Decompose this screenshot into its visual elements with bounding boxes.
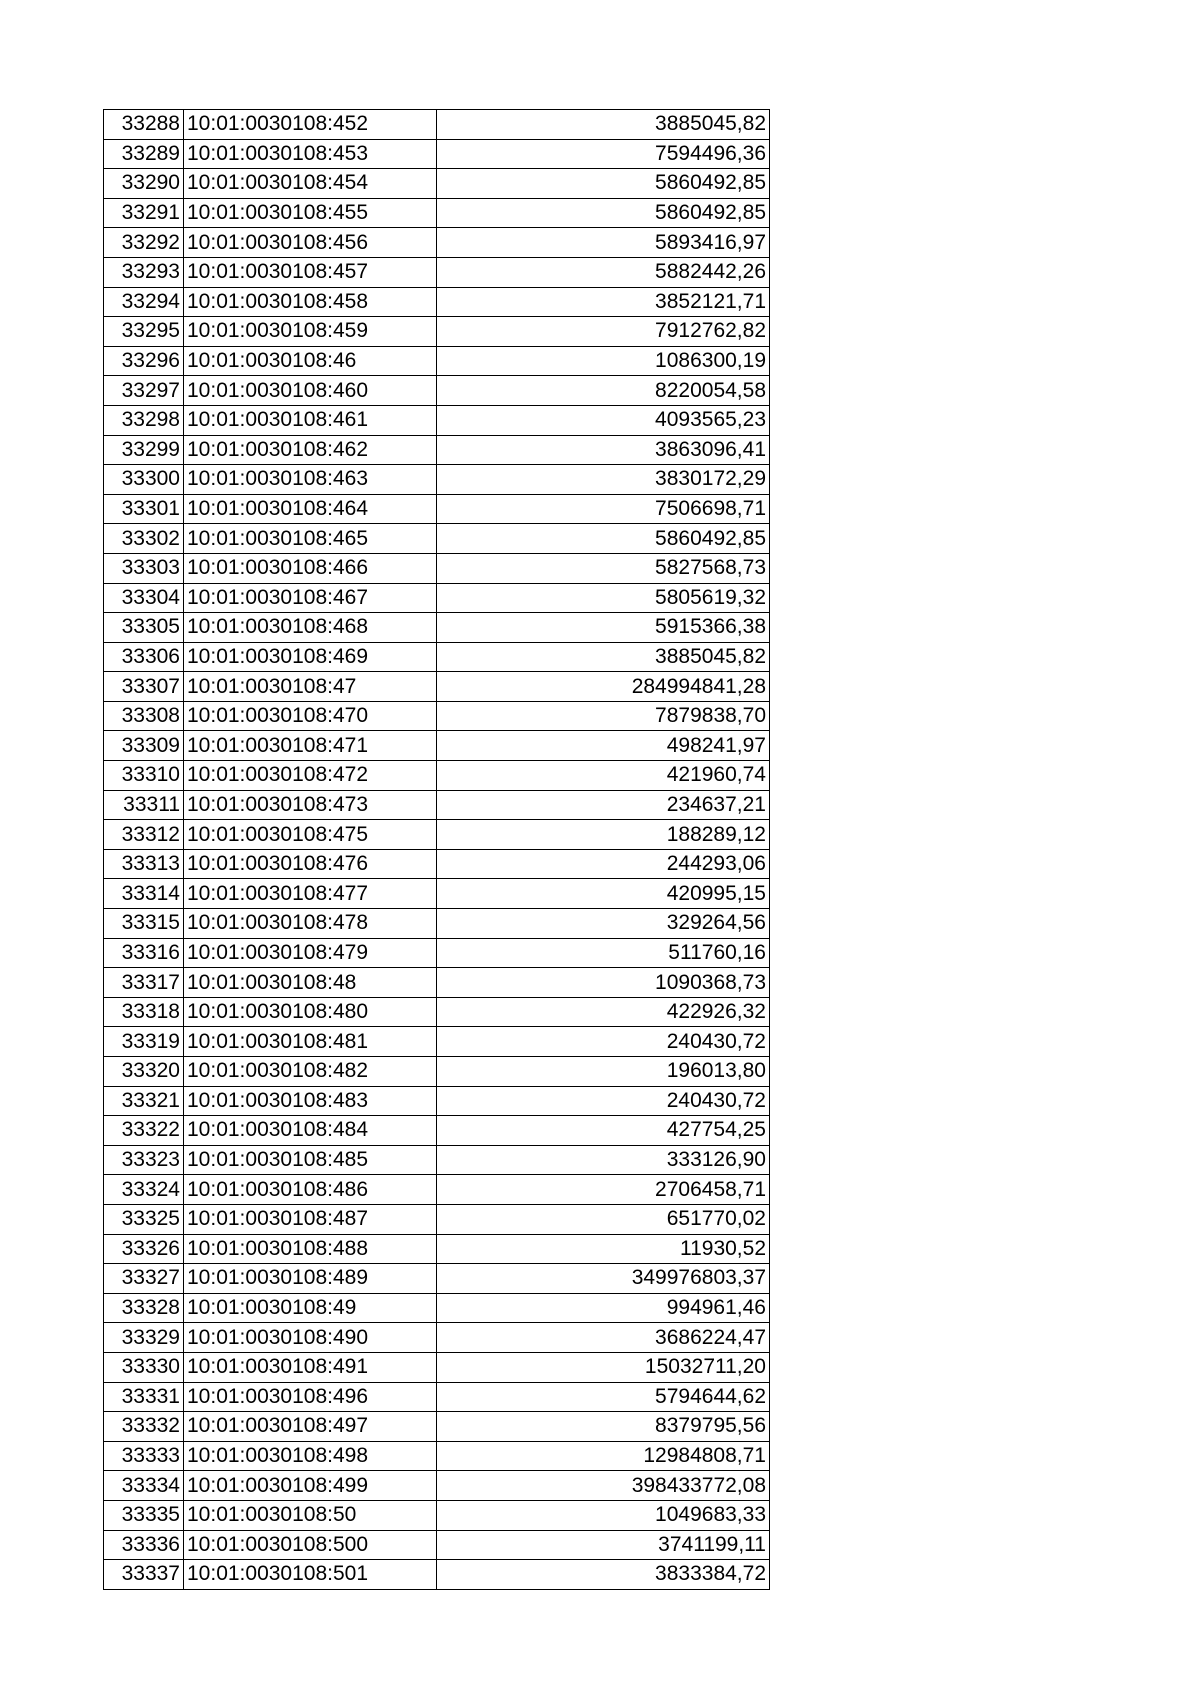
- value-cell: 234637,21: [437, 790, 770, 820]
- row-number-cell: 33305: [104, 613, 184, 643]
- table-row: [104, 494, 770, 524]
- value-cell: 2706458,71: [437, 1175, 770, 1205]
- value-cell: 3686224,47: [437, 1323, 770, 1353]
- value-cell: 11930,52: [437, 1234, 770, 1264]
- row-number-cell: 33319: [104, 1027, 184, 1057]
- row-number-cell: 33314: [104, 879, 184, 909]
- cadastral-number-cell: 10:01:0030108:455: [184, 198, 437, 228]
- value-cell: 5915366,38: [437, 613, 770, 643]
- cadastral-number-cell: 10:01:0030108:483: [184, 1086, 437, 1116]
- row-number-cell: 33293: [104, 257, 184, 287]
- row-number-cell: 33302: [104, 524, 184, 554]
- cadastral-number-cell: 10:01:0030108:49: [184, 1293, 437, 1323]
- cadastral-number-cell: 10:01:0030108:501: [184, 1560, 437, 1590]
- table-row: [104, 701, 770, 731]
- row-number-cell: 33308: [104, 701, 184, 731]
- row-number-cell: 33289: [104, 139, 184, 169]
- cadastral-number-cell: 10:01:0030108:463: [184, 465, 437, 495]
- row-number-cell: 33291: [104, 198, 184, 228]
- table-row: [104, 731, 770, 761]
- row-number-cell: 33327: [104, 1264, 184, 1294]
- row-number-cell: 33296: [104, 346, 184, 376]
- row-number-cell: 33329: [104, 1323, 184, 1353]
- row-number-cell: 33304: [104, 583, 184, 613]
- row-number-cell: 33315: [104, 909, 184, 939]
- cadastral-number-cell: 10:01:0030108:487: [184, 1204, 437, 1234]
- value-cell: 349976803,37: [437, 1264, 770, 1294]
- cadastral-number-cell: 10:01:0030108:481: [184, 1027, 437, 1057]
- cadastral-number-cell: 10:01:0030108:480: [184, 997, 437, 1027]
- value-cell: 12984808,71: [437, 1441, 770, 1471]
- row-number-cell: 33322: [104, 1116, 184, 1146]
- value-cell: 284994841,28: [437, 672, 770, 702]
- row-number-cell: 33321: [104, 1086, 184, 1116]
- value-cell: 5805619,32: [437, 583, 770, 613]
- value-cell: 188289,12: [437, 820, 770, 850]
- value-cell: 5794644,62: [437, 1382, 770, 1412]
- cadastral-number-cell: 10:01:0030108:462: [184, 435, 437, 465]
- table-row: [104, 1027, 770, 1057]
- table-body: [104, 110, 770, 1590]
- cadastral-number-cell: 10:01:0030108:485: [184, 1145, 437, 1175]
- row-number-cell: 33309: [104, 731, 184, 761]
- table-row: [104, 820, 770, 850]
- table-row: [104, 968, 770, 998]
- table-row: [104, 1560, 770, 1590]
- table-row: [104, 287, 770, 317]
- value-cell: 196013,80: [437, 1057, 770, 1087]
- cadastral-number-cell: 10:01:0030108:50: [184, 1500, 437, 1530]
- row-number-cell: 33333: [104, 1441, 184, 1471]
- value-cell: 7912762,82: [437, 317, 770, 347]
- value-cell: 7879838,70: [437, 701, 770, 731]
- table-row: [104, 1323, 770, 1353]
- row-number-cell: 33307: [104, 672, 184, 702]
- value-cell: 5882442,26: [437, 257, 770, 287]
- cadastral-number-cell: 10:01:0030108:477: [184, 879, 437, 909]
- value-cell: 5893416,97: [437, 228, 770, 258]
- row-number-cell: 33332: [104, 1412, 184, 1442]
- row-number-cell: 33337: [104, 1560, 184, 1590]
- value-cell: 240430,72: [437, 1086, 770, 1116]
- table-row: [104, 110, 770, 140]
- cadastral-number-cell: 10:01:0030108:490: [184, 1323, 437, 1353]
- value-cell: 422926,32: [437, 997, 770, 1027]
- cadastral-number-cell: 10:01:0030108:459: [184, 317, 437, 347]
- row-number-cell: 33316: [104, 938, 184, 968]
- table-row: [104, 228, 770, 258]
- value-cell: 5860492,85: [437, 524, 770, 554]
- value-cell: 3885045,82: [437, 110, 770, 140]
- value-cell: 8220054,58: [437, 376, 770, 406]
- value-cell: 3863096,41: [437, 435, 770, 465]
- table-row: [104, 997, 770, 1027]
- table-row: [104, 1204, 770, 1234]
- row-number-cell: 33311: [104, 790, 184, 820]
- document-page: [103, 109, 765, 1590]
- cadastral-number-cell: 10:01:0030108:467: [184, 583, 437, 613]
- row-number-cell: 33298: [104, 405, 184, 435]
- table-row: [104, 1382, 770, 1412]
- value-cell: 8379795,56: [437, 1412, 770, 1442]
- table-row: [104, 1500, 770, 1530]
- cadastral-number-cell: 10:01:0030108:456: [184, 228, 437, 258]
- value-cell: 994961,46: [437, 1293, 770, 1323]
- row-number-cell: 33334: [104, 1471, 184, 1501]
- row-number-cell: 33326: [104, 1234, 184, 1264]
- cadastral-number-cell: 10:01:0030108:469: [184, 642, 437, 672]
- table-row: [104, 938, 770, 968]
- cadastral-number-cell: 10:01:0030108:482: [184, 1057, 437, 1087]
- table-row: [104, 169, 770, 199]
- table-row: [104, 1471, 770, 1501]
- row-number-cell: 33313: [104, 849, 184, 879]
- table-row: [104, 1145, 770, 1175]
- row-number-cell: 33300: [104, 465, 184, 495]
- cadastral-number-cell: 10:01:0030108:457: [184, 257, 437, 287]
- row-number-cell: 33310: [104, 761, 184, 791]
- value-cell: 498241,97: [437, 731, 770, 761]
- cadastral-number-cell: 10:01:0030108:471: [184, 731, 437, 761]
- row-number-cell: 33325: [104, 1204, 184, 1234]
- cadastral-number-cell: 10:01:0030108:478: [184, 909, 437, 939]
- row-number-cell: 33335: [104, 1500, 184, 1530]
- row-number-cell: 33330: [104, 1352, 184, 1382]
- cadastral-number-cell: 10:01:0030108:468: [184, 613, 437, 643]
- value-cell: 1086300,19: [437, 346, 770, 376]
- value-cell: 3830172,29: [437, 465, 770, 495]
- cadastral-number-cell: 10:01:0030108:464: [184, 494, 437, 524]
- table-row: [104, 198, 770, 228]
- value-cell: 333126,90: [437, 1145, 770, 1175]
- cadastral-number-cell: 10:01:0030108:460: [184, 376, 437, 406]
- row-number-cell: 33292: [104, 228, 184, 258]
- cadastral-number-cell: 10:01:0030108:484: [184, 1116, 437, 1146]
- table-row: [104, 405, 770, 435]
- cadastral-number-cell: 10:01:0030108:470: [184, 701, 437, 731]
- row-number-cell: 33312: [104, 820, 184, 850]
- value-cell: 7506698,71: [437, 494, 770, 524]
- table-row: [104, 524, 770, 554]
- table-row: [104, 1264, 770, 1294]
- cadastral-number-cell: 10:01:0030108:454: [184, 169, 437, 199]
- table-row: [104, 1293, 770, 1323]
- cadastral-number-cell: 10:01:0030108:491: [184, 1352, 437, 1382]
- row-number-cell: 33294: [104, 287, 184, 317]
- row-number-cell: 33306: [104, 642, 184, 672]
- row-number-cell: 33297: [104, 376, 184, 406]
- value-cell: 7594496,36: [437, 139, 770, 169]
- value-cell: 427754,25: [437, 1116, 770, 1146]
- table-row: [104, 346, 770, 376]
- cadastral-number-cell: 10:01:0030108:465: [184, 524, 437, 554]
- row-number-cell: 33318: [104, 997, 184, 1027]
- cadastral-number-cell: 10:01:0030108:499: [184, 1471, 437, 1501]
- value-cell: 3741199,11: [437, 1530, 770, 1560]
- table-row: [104, 613, 770, 643]
- cadastral-number-cell: 10:01:0030108:488: [184, 1234, 437, 1264]
- cadastral-number-cell: 10:01:0030108:475: [184, 820, 437, 850]
- table-row: [104, 849, 770, 879]
- table-row: [104, 1234, 770, 1264]
- cadastral-number-cell: 10:01:0030108:47: [184, 672, 437, 702]
- table-row: [104, 1412, 770, 1442]
- table-row: [104, 761, 770, 791]
- value-cell: 244293,06: [437, 849, 770, 879]
- value-cell: 5860492,85: [437, 169, 770, 199]
- table-row: [104, 1352, 770, 1382]
- row-number-cell: 33336: [104, 1530, 184, 1560]
- table-row: [104, 879, 770, 909]
- row-number-cell: 33295: [104, 317, 184, 347]
- cadastral-number-cell: 10:01:0030108:486: [184, 1175, 437, 1205]
- value-cell: 1090368,73: [437, 968, 770, 998]
- cadastral-number-cell: 10:01:0030108:473: [184, 790, 437, 820]
- cadastral-number-cell: 10:01:0030108:500: [184, 1530, 437, 1560]
- cadastral-number-cell: 10:01:0030108:476: [184, 849, 437, 879]
- table-row: [104, 465, 770, 495]
- value-cell: 15032711,20: [437, 1352, 770, 1382]
- table-row: [104, 672, 770, 702]
- value-cell: 421960,74: [437, 761, 770, 791]
- data-table: [103, 109, 770, 1590]
- cadastral-number-cell: 10:01:0030108:452: [184, 110, 437, 140]
- table-row: [104, 139, 770, 169]
- table-row: [104, 583, 770, 613]
- row-number-cell: 33331: [104, 1382, 184, 1412]
- table-row: [104, 1530, 770, 1560]
- row-number-cell: 33317: [104, 968, 184, 998]
- table-row: [104, 553, 770, 583]
- cadastral-number-cell: 10:01:0030108:48: [184, 968, 437, 998]
- cadastral-number-cell: 10:01:0030108:497: [184, 1412, 437, 1442]
- row-number-cell: 33324: [104, 1175, 184, 1205]
- row-number-cell: 33301: [104, 494, 184, 524]
- cadastral-number-cell: 10:01:0030108:496: [184, 1382, 437, 1412]
- value-cell: 651770,02: [437, 1204, 770, 1234]
- row-number-cell: 33328: [104, 1293, 184, 1323]
- value-cell: 5827568,73: [437, 553, 770, 583]
- value-cell: 420995,15: [437, 879, 770, 909]
- table-row: [104, 1116, 770, 1146]
- value-cell: 3833384,72: [437, 1560, 770, 1590]
- value-cell: 240430,72: [437, 1027, 770, 1057]
- row-number-cell: 33299: [104, 435, 184, 465]
- table-row: [104, 909, 770, 939]
- table-row: [104, 790, 770, 820]
- value-cell: 5860492,85: [437, 198, 770, 228]
- table-row: [104, 376, 770, 406]
- table-row: [104, 1175, 770, 1205]
- table-row: [104, 1086, 770, 1116]
- table-row: [104, 317, 770, 347]
- cadastral-number-cell: 10:01:0030108:498: [184, 1441, 437, 1471]
- value-cell: 3852121,71: [437, 287, 770, 317]
- table-row: [104, 1057, 770, 1087]
- cadastral-number-cell: 10:01:0030108:46: [184, 346, 437, 376]
- value-cell: 398433772,08: [437, 1471, 770, 1501]
- value-cell: 511760,16: [437, 938, 770, 968]
- table-row: [104, 435, 770, 465]
- table-row: [104, 642, 770, 672]
- cadastral-number-cell: 10:01:0030108:453: [184, 139, 437, 169]
- cadastral-number-cell: 10:01:0030108:489: [184, 1264, 437, 1294]
- value-cell: 329264,56: [437, 909, 770, 939]
- cadastral-number-cell: 10:01:0030108:472: [184, 761, 437, 791]
- table-row: [104, 257, 770, 287]
- row-number-cell: 33288: [104, 110, 184, 140]
- value-cell: 3885045,82: [437, 642, 770, 672]
- row-number-cell: 33303: [104, 553, 184, 583]
- cadastral-number-cell: 10:01:0030108:479: [184, 938, 437, 968]
- row-number-cell: 33290: [104, 169, 184, 199]
- cadastral-number-cell: 10:01:0030108:458: [184, 287, 437, 317]
- table-row: [104, 1441, 770, 1471]
- value-cell: 1049683,33: [437, 1500, 770, 1530]
- value-cell: 4093565,23: [437, 405, 770, 435]
- cadastral-number-cell: 10:01:0030108:466: [184, 553, 437, 583]
- row-number-cell: 33320: [104, 1057, 184, 1087]
- cadastral-number-cell: 10:01:0030108:461: [184, 405, 437, 435]
- row-number-cell: 33323: [104, 1145, 184, 1175]
